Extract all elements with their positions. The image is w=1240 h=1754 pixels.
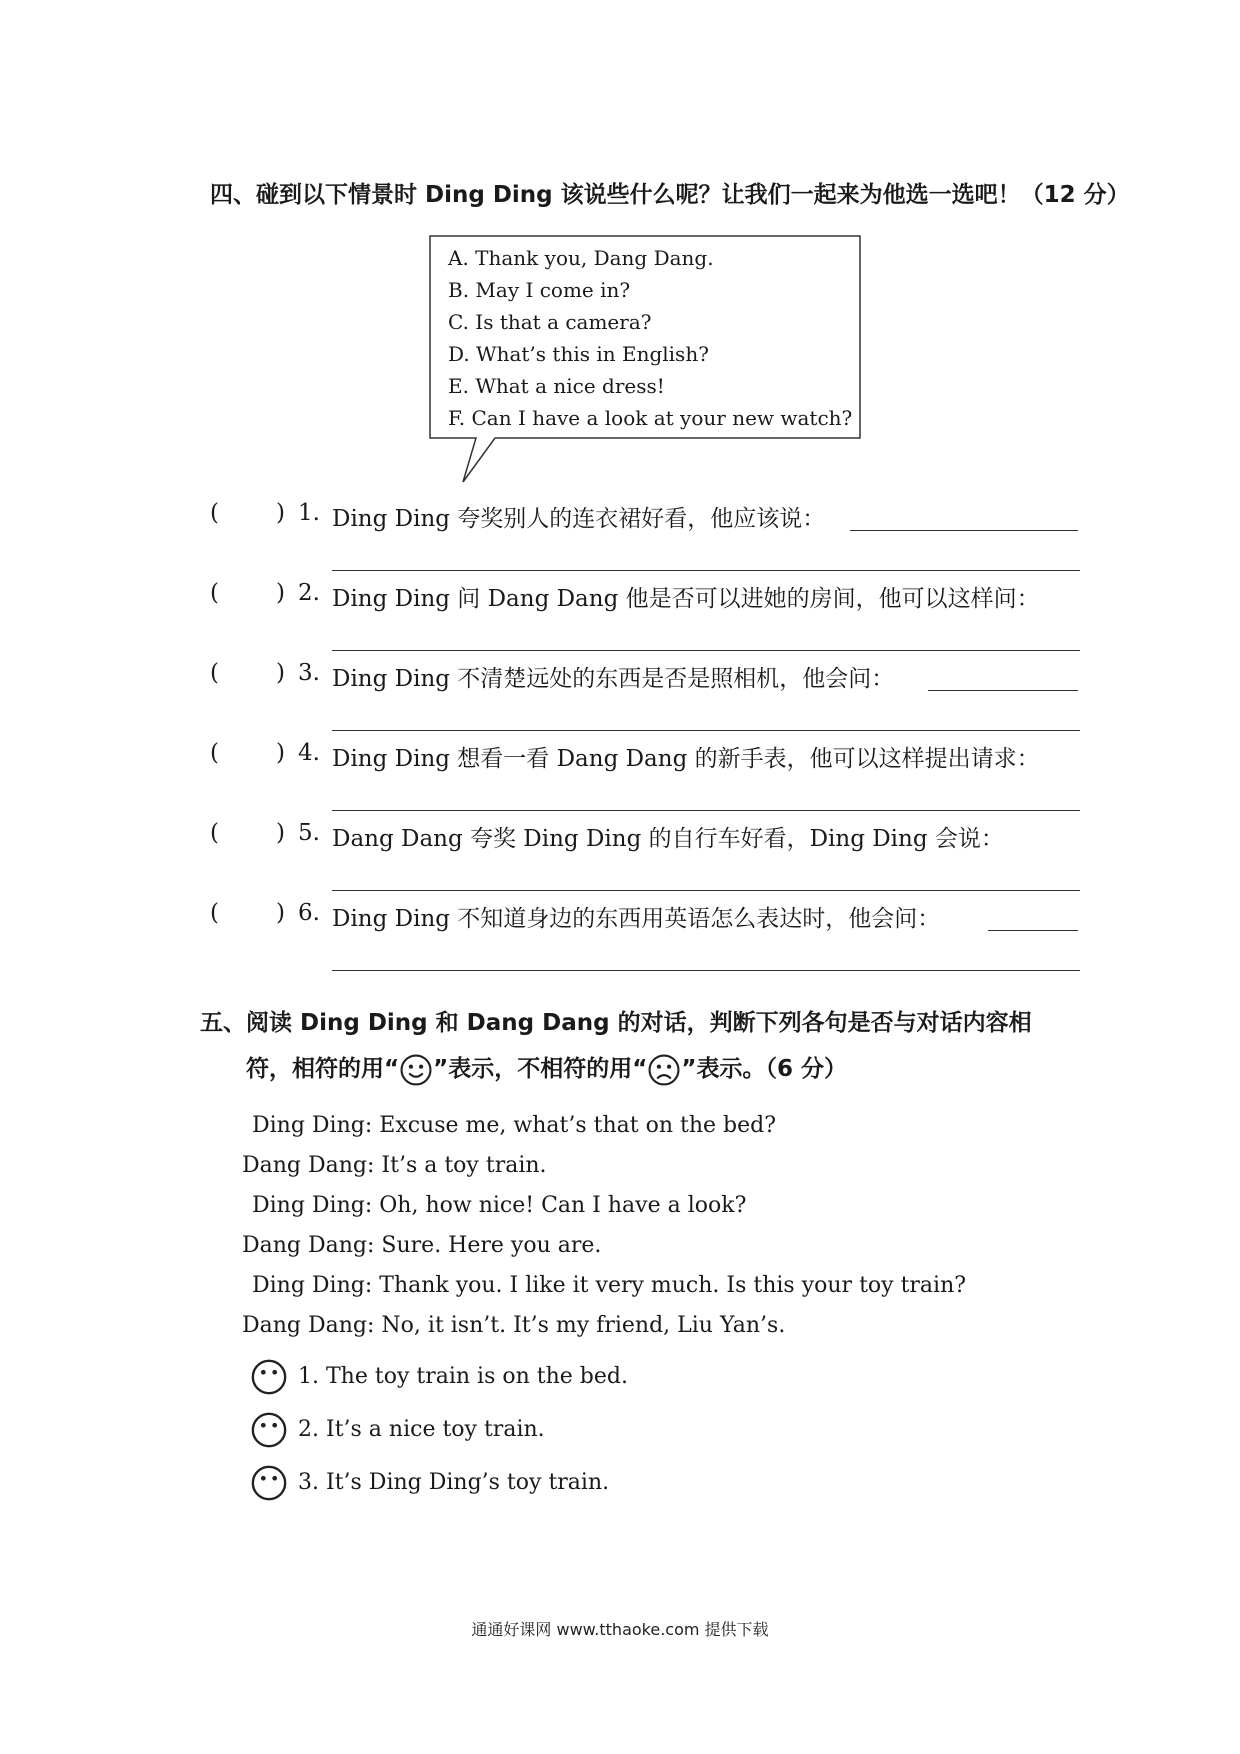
answer-line[interactable]: [332, 890, 1080, 891]
statement-1: [298, 1364, 628, 1389]
utterance: Excuse me, what’s that on the bed?: [379, 1113, 776, 1138]
option-b: B. May I come in?: [448, 278, 631, 302]
question-text: Ding Ding 夸奖别人的连衣裙好看，他应该说：: [332, 506, 826, 532]
question-number: 1.: [298, 500, 320, 526]
statement-2: [298, 1417, 545, 1442]
question-number: 5.: [298, 820, 320, 846]
answer-line[interactable]: [928, 690, 1078, 691]
sad-face-icon: [647, 1053, 681, 1087]
footer-credit: 通通好课网 www.tthaoke.com 提供下载: [471, 1620, 769, 1639]
utterance: It’s a toy train.: [381, 1153, 547, 1178]
question-text: Dang Dang 夸奖 Ding Ding 的自行车好看，Ding Ding 会说：: [332, 826, 1004, 852]
dialogue-line: [242, 1313, 785, 1338]
answer-paren-right: ): [276, 900, 285, 926]
answer-paren-left: (: [210, 740, 219, 766]
speaker: Ding Ding:: [252, 1113, 373, 1138]
smile-face-icon: [399, 1053, 433, 1087]
question-text: Ding Ding 想看一看 Dang Dang 的新手表，他可以这样提出请求：: [332, 746, 1040, 772]
question-1: [210, 500, 1090, 580]
question-number: 6.: [298, 900, 320, 926]
statement-text: It’s a nice toy train.: [326, 1417, 545, 1442]
question-3: [210, 660, 1090, 740]
utterance: Thank you. I like it very much. Is this your toy train?: [379, 1273, 967, 1298]
statement-number: 1.: [298, 1364, 319, 1389]
answer-line[interactable]: [850, 530, 1078, 531]
answer-line[interactable]: [332, 970, 1080, 971]
section5-heading-line1: 五、阅读 Ding Ding 和 Dang Dang 的对话，判断下列各句是否与对话内容相: [200, 1010, 1032, 1036]
dialogue-line: [252, 1273, 966, 1298]
answer-paren-right: ): [276, 660, 285, 686]
answer-line[interactable]: [332, 570, 1080, 571]
answer-paren-left: (: [210, 660, 219, 686]
question-6: [210, 900, 1090, 980]
statement-number: 3.: [298, 1470, 319, 1495]
options-speech-bubble: [430, 236, 860, 446]
utterance: Oh, how nice! Can I have a look?: [379, 1193, 747, 1218]
statement-3: [298, 1470, 609, 1495]
question-text: Ding Ding 不清楚远处的东西是否是照相机，他会问：: [332, 666, 895, 692]
heading-text: ”表示。（6 分）: [681, 1056, 847, 1082]
option-a: A. Thank you, Dang Dang.: [448, 246, 714, 270]
answer-paren-left: (: [210, 500, 219, 526]
question-2: [210, 580, 1090, 660]
speaker: Dang Dang:: [242, 1313, 375, 1338]
heading-text: ”表示，不相符的用“: [433, 1056, 648, 1082]
question-number: 4.: [298, 740, 320, 766]
dialogue-line: [252, 1193, 746, 1218]
speaker: Dang Dang:: [242, 1233, 375, 1258]
question-text: Ding Ding 不知道身边的东西用英语怎么表达时，他会问：: [332, 906, 941, 932]
answer-paren-left: (: [210, 900, 219, 926]
speaker: Dang Dang:: [242, 1153, 375, 1178]
dialogue-line: [242, 1233, 601, 1258]
section4-heading: 四、碰到以下情景时 Ding Ding 该说些什么呢？让我们一起来为他选一选吧！（12 分）: [210, 182, 1130, 208]
question-number: 3.: [298, 660, 320, 686]
statement-text: It’s Ding Ding’s toy train.: [326, 1470, 610, 1495]
answer-line[interactable]: [332, 730, 1080, 731]
answer-paren-left: (: [210, 580, 219, 606]
answer-paren-right: ): [276, 820, 285, 846]
answer-line[interactable]: [988, 930, 1078, 931]
dialogue-line: [252, 1113, 776, 1138]
dialogue-line: [242, 1153, 547, 1178]
statement-text: The toy train is on the bed.: [326, 1364, 628, 1389]
option-d: D. What’s this in English?: [448, 342, 709, 366]
question-number: 2.: [298, 580, 320, 606]
question-4: [210, 740, 1090, 820]
speaker: Ding Ding:: [252, 1273, 373, 1298]
answer-paren-left: (: [210, 820, 219, 846]
blank-face-icon[interactable]: [250, 1411, 288, 1449]
option-e: E. What a nice dress!: [448, 374, 665, 398]
option-f: F. Can I have a look at your new watch?: [448, 406, 853, 430]
utterance: No, it isn’t. It’s my friend, Liu Yan’s.: [381, 1313, 786, 1338]
statement-number: 2.: [298, 1417, 319, 1442]
option-c: C. Is that a camera?: [448, 310, 652, 334]
answer-line[interactable]: [332, 650, 1080, 651]
question-5: [210, 820, 1090, 900]
answer-paren-right: ): [276, 740, 285, 766]
heading-text: 符，相符的用“: [246, 1056, 400, 1082]
blank-face-icon[interactable]: [250, 1464, 288, 1502]
utterance: Sure. Here you are.: [381, 1233, 602, 1258]
question-text: Ding Ding 问 Dang Dang 他是否可以进她的房间，他可以这样问：: [332, 586, 1040, 612]
answer-paren-right: ): [276, 500, 285, 526]
answer-paren-right: ): [276, 580, 285, 606]
section5-heading-line2: [246, 1050, 847, 1087]
answer-line[interactable]: [332, 810, 1080, 811]
speaker: Ding Ding:: [252, 1193, 373, 1218]
blank-face-icon[interactable]: [250, 1358, 288, 1396]
